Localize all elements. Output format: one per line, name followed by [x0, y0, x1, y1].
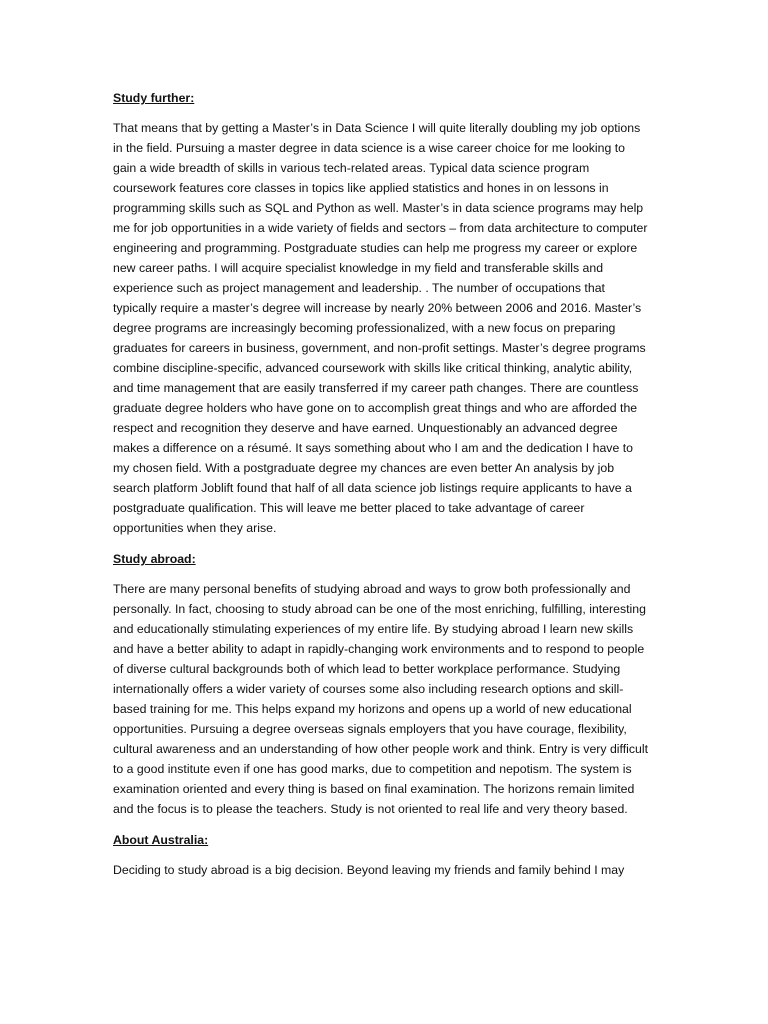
- section-paragraph: There are many personal benefits of studying abroad and ways to grow both professionally and personally. In fact, choosing to study abroad can be one of the most enriching, fulfilling, interesting and educationally stimulating experiences of my entire life. By studying abroad I learn new skills and have a better ability to adapt in rapidly-changing work environments and to respond to people of diverse cultural backgrounds both of which lead to better workplace performance. Studying internationally offers a wider variety of courses some also including research options and skill-based training for me. This helps expand my horizons and opens up a world of new educational opportunities. Pursuing a degree overseas signals employers that you have courage, flexibility, cultural awareness and an understanding of how other people work and think. Entry is very difficult to a good institute even if one has good marks, due to competition and nepotism. The system is examination oriented and every thing is based on final examination. The horizons remain limited and the focus is to please the teachers. Study is not oriented to real life and very theory based.: [113, 582, 648, 816]
- section-about-australia: [113, 830, 648, 880]
- document-page: [113, 88, 648, 891]
- section-study-further: [113, 88, 648, 538]
- section-heading: Study further:: [113, 91, 195, 105]
- section-paragraph: That means that by getting a Master’s in Data Science I will quite literally doubling my job options in the field. Pursuing a master degree in data science is a wise career choice for me looking to gain a wide breadth of skills in various tech-related areas. Typical data science program coursework features core classes in topics like applied statistics and hones in on lessons in programming skills such as SQL and Python as well. Master’s in data science programs may help me for job opportunities in a wide variety of fields and sectors – from data architecture to computer engineering and programming. Postgraduate studies can help me progress my career or explore new career paths. I will acquire specialist knowledge in my field and transferable skills and experience such as project management and leadership. . The number of occupations that typically require a master’s degree will increase by nearly 20% between 2006 and 2016. Master’s degree programs are increasingly becoming professionalized, with a new focus on preparing graduates for careers in business, government, and non-profit settings. Master’s degree programs combine discipline-specific, advanced coursework with skills like critical thinking, analytic ability, and time management that are easily transferred if my career path changes. There are countless graduate degree holders who have gone on to accomplish great things and who are afforded the respect and recognition they deserve and have earned. Unquestionably an advanced degree makes a difference on a résumé. It says something about who I am and the dedication I have to my chosen field. With a postgraduate degree my chances are even better An analysis by job search platform Joblift found that half of all data science job listings require applicants to have a postgraduate qualification. This will leave me better placed to take advantage of career opportunities when they arise.: [113, 121, 648, 535]
- section-heading: About Australia:: [113, 833, 209, 847]
- section-paragraph: Deciding to study abroad is a big decision. Beyond leaving my friends and family behind I may: [113, 863, 625, 877]
- section-heading: Study abroad:: [113, 552, 196, 566]
- section-study-abroad: [113, 549, 648, 819]
